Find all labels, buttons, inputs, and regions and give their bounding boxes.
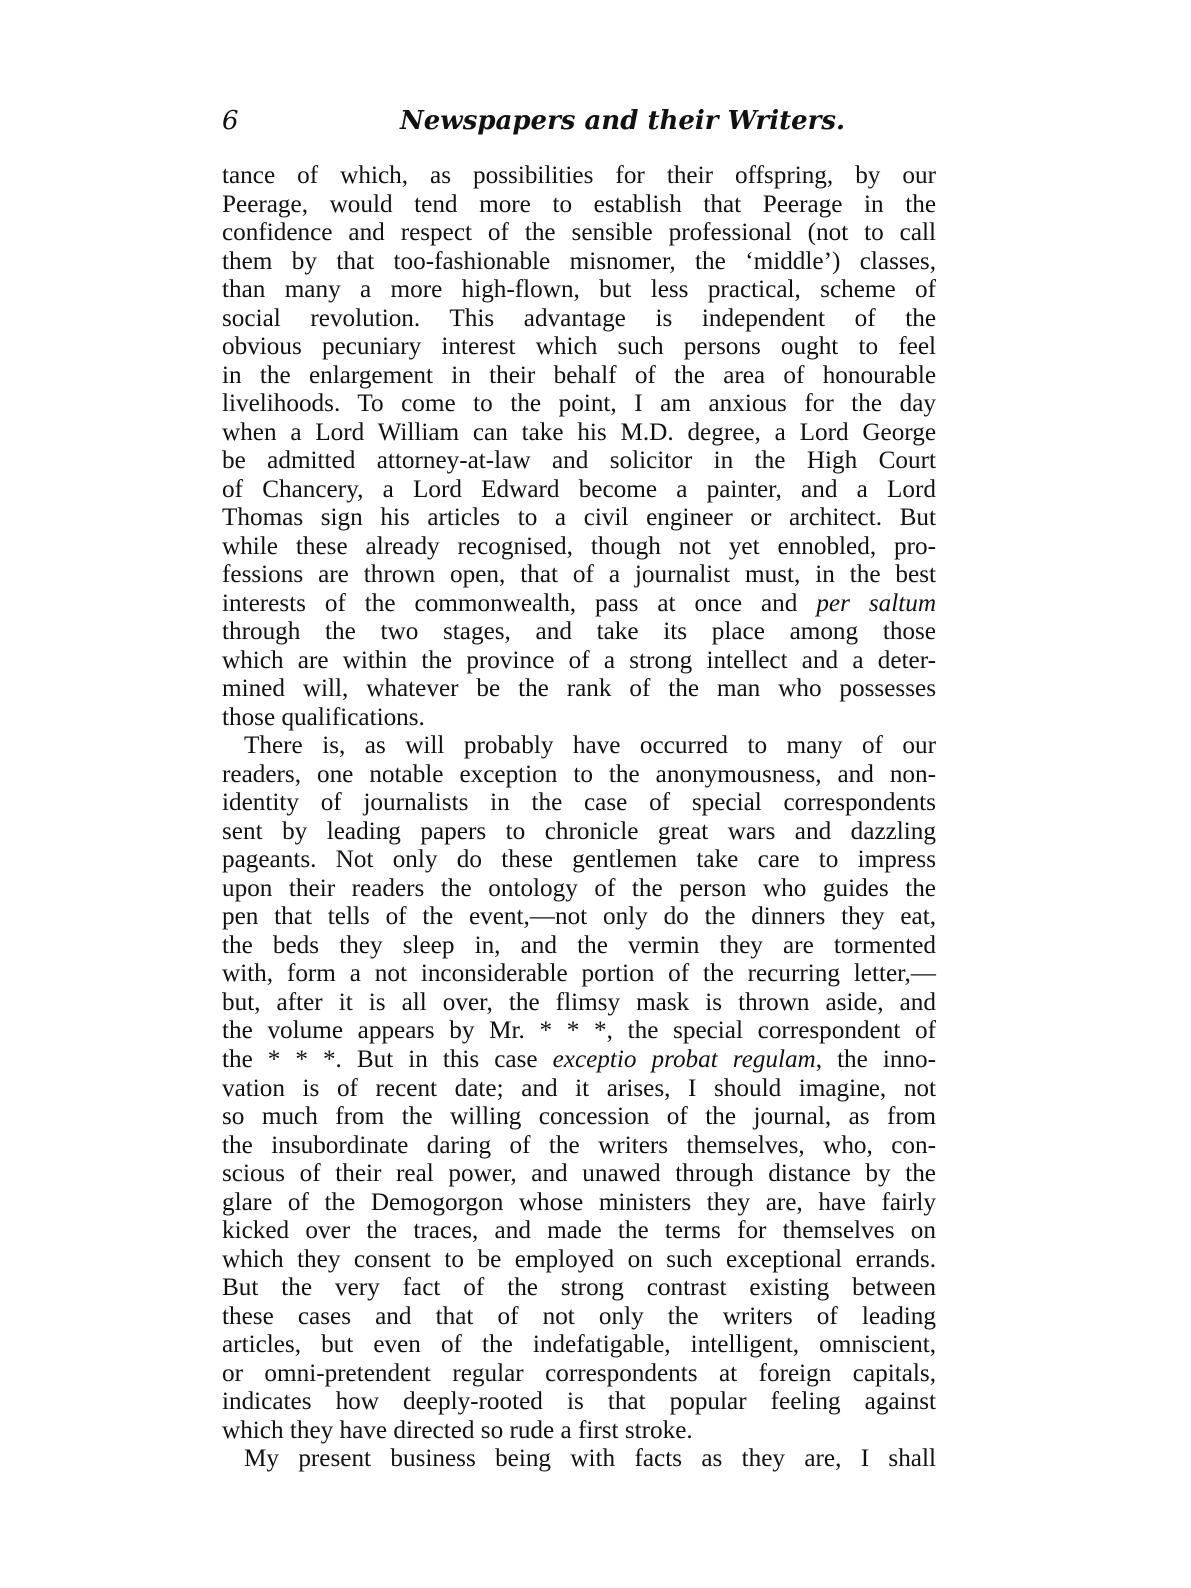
paragraph-2 xyxy=(222,732,936,1445)
text-line: these cases and that of not only the writers of leading xyxy=(222,1302,936,1330)
text-line: or omni-pretendent regular correspondents at foreign capitals, xyxy=(222,1359,936,1387)
text-line: kicked over the traces, and made the terms for themselves on xyxy=(222,1217,936,1245)
text-line: than many a more high-flown, but less practical, scheme of xyxy=(222,276,936,304)
text-line: vation is of recent date; and it arises, I should imagine, not xyxy=(222,1074,936,1102)
text-line: the beds they sleep in, and the vermin they are tormented xyxy=(222,931,936,959)
text-line: indicates how deeply-rooted is that popular feeling against xyxy=(222,1388,936,1416)
text-line: Thomas sign his articles to a civil engineer or architect. But xyxy=(222,504,936,532)
text-line: identity of journalists in the case of special correspondents xyxy=(222,789,936,817)
italic-phrase: exceptio probat regulam xyxy=(552,1045,816,1073)
text-line: But the very fact of the strong contrast existing between xyxy=(222,1274,936,1302)
text-line: pen that tells of the event,—not only do the dinners they eat, xyxy=(222,903,936,931)
text-line: Peerage, would tend more to establish that Peerage in the xyxy=(222,190,936,218)
text-line: but, after it is all over, the flimsy mask is thrown aside, and xyxy=(222,988,936,1016)
running-title: Newspapers and their Writers. xyxy=(400,106,846,136)
paragraph-1 xyxy=(222,162,936,732)
text-line: with, form a not inconsiderable portion of the recurring letter,— xyxy=(222,960,936,988)
page-number: 6 xyxy=(222,106,239,136)
text-line: so much from the willing concession of the journal, as from xyxy=(222,1103,936,1131)
text-line: mined will, whatever be the rank of the man who possesses xyxy=(222,675,936,703)
text-line: the volume appears by Mr. * * *, the special correspondent of xyxy=(222,1017,936,1045)
body-text xyxy=(222,162,936,1474)
text-line: readers, one notable exception to the anonymousness, and non- xyxy=(222,760,936,788)
text-line-with-italic xyxy=(222,1046,936,1075)
text-line: pageants. Not only do these gentlemen take care to impress xyxy=(222,846,936,874)
text-line: which they have directed so rude a first stroke. xyxy=(222,1416,693,1444)
text-line: which are within the province of a strong intellect and a deter- xyxy=(222,646,936,674)
text-line: while these already recognised, though not yet ennobled, pro- xyxy=(222,532,936,560)
text-line: in the enlargement in their behalf of the area of honourable xyxy=(222,361,936,389)
text-line: those qualifications. xyxy=(222,703,425,731)
text-line: them by that too-fashionable misnomer, the ‘middle’) classes, xyxy=(222,247,936,275)
text-line: My present business being with facts as they are, I shall xyxy=(244,1445,936,1473)
paragraph-3 xyxy=(222,1445,936,1474)
text-line: when a Lord William can take his M.D. degree, a Lord George xyxy=(222,418,936,446)
text-line: tance of which, as possibilities for their offspring, by our xyxy=(222,162,936,189)
running-head xyxy=(222,106,936,146)
text-line: which they consent to be employed on such exceptional errands. xyxy=(222,1245,936,1273)
text-line: articles, but even of the indefatigable, intelligent, omniscient, xyxy=(222,1331,936,1359)
text-line: social revolution. This advantage is independent of the xyxy=(222,304,936,332)
text-line: There is, as will probably have occurred to many of our xyxy=(244,732,936,760)
text-line-with-italic xyxy=(222,590,936,619)
text-segment: interests of the commonwealth, pass at once and xyxy=(222,589,798,617)
text-line: scious of their real power, and unawed through distance by the xyxy=(222,1160,936,1188)
text-segment: , the inno- xyxy=(815,1045,937,1073)
text-line: glare of the Demogorgon whose ministers they are, have fairly xyxy=(222,1188,936,1216)
text-line: be admitted attorney-at-law and solicitor in the High Court xyxy=(222,447,936,475)
text-line: upon their readers the ontology of the person who guides the xyxy=(222,874,936,902)
text-line: through the two stages, and take its place among those xyxy=(222,618,936,646)
text-segment: the * * *. But in this case xyxy=(222,1045,538,1073)
text-line: obvious pecuniary interest which such persons ought to feel xyxy=(222,333,936,361)
text-line: the insubordinate daring of the writers themselves, who, con- xyxy=(222,1131,936,1159)
text-line: sent by leading papers to chronicle great wars and dazzling xyxy=(222,817,936,845)
text-line: fessions are thrown open, that of a journalist must, in the best xyxy=(222,561,936,589)
text-line: confidence and respect of the sensible professional (not to call xyxy=(222,219,936,247)
text-line: of Chancery, a Lord Edward become a painter, and a Lord xyxy=(222,475,936,503)
text-line: livelihoods. To come to the point, I am anxious for the day xyxy=(222,390,936,418)
italic-phrase: per saltum xyxy=(816,589,937,617)
